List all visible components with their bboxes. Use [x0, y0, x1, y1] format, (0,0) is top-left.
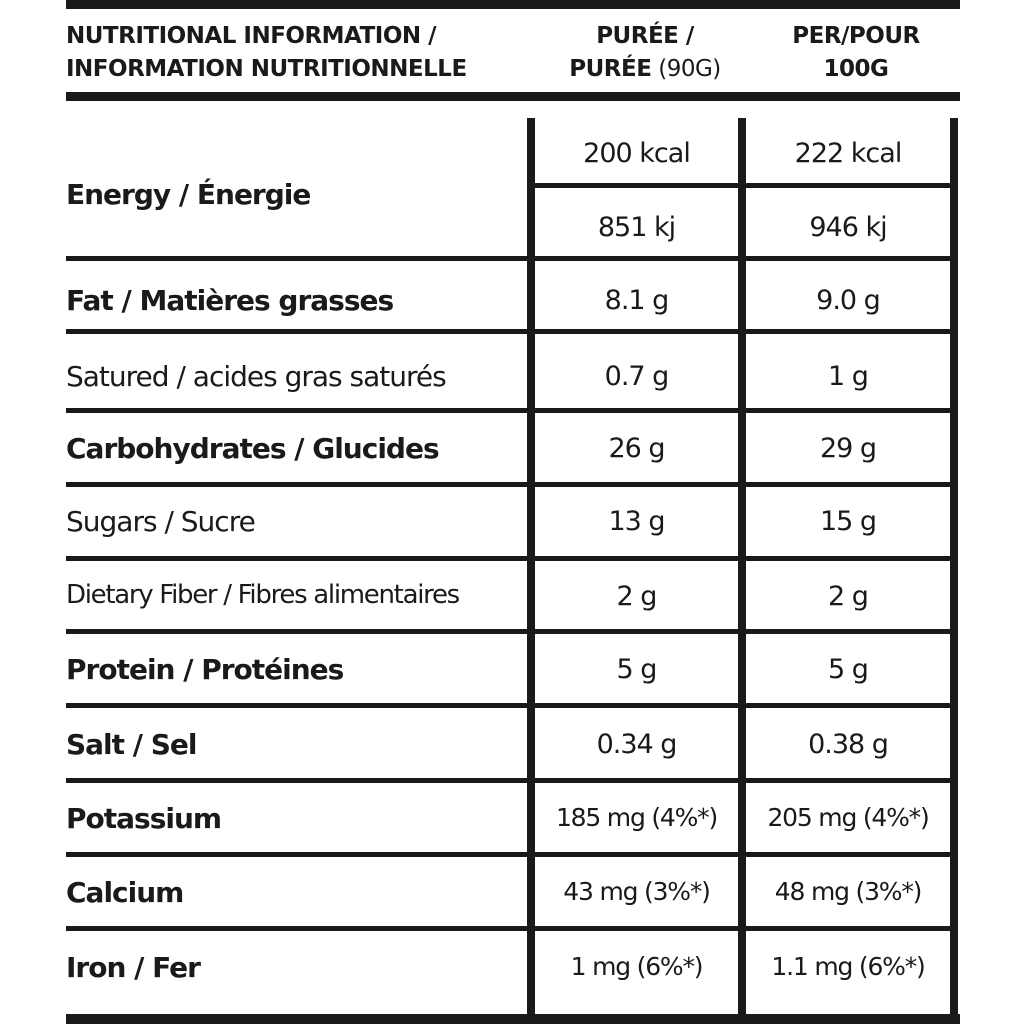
salt-puree: 0.34 g: [596, 729, 677, 760]
carbohydrates-puree: 26 g: [608, 433, 665, 464]
row-label-fiber: Dietary Fiber / Fibres alimentaires: [66, 580, 459, 610]
header-col2-line1: PER/POUR: [792, 23, 920, 49]
header-column-puree: [540, 20, 750, 86]
row-divider: [66, 556, 958, 561]
top-rule: [66, 0, 960, 9]
salt-100g: 0.38 g: [808, 729, 888, 760]
carbohydrates-100g: 29 g: [819, 433, 877, 464]
protein-100g: 5 g: [828, 654, 868, 685]
row-divider: [66, 256, 958, 261]
saturated-puree: 0.7 g: [604, 361, 669, 392]
energy-kj-puree: 851 kj: [597, 212, 676, 243]
row-label-saturated: Satured / acides gras saturés: [66, 360, 446, 393]
row-label-carbohydrates: Carbohydrates / Glucides: [66, 432, 439, 465]
header-column-per100g: [752, 20, 960, 86]
calcium-100g: 48 mg (3%*): [774, 877, 922, 906]
header-label: [66, 20, 467, 86]
row-label-sugars: Sugars / Sucre: [66, 505, 255, 538]
fiber-100g: 2 g: [828, 581, 868, 612]
row-label-salt: Salt / Sel: [66, 728, 197, 761]
header-col1-line2-light: (90G): [651, 56, 721, 82]
row-divider: [66, 629, 958, 634]
row-divider: [66, 852, 958, 857]
saturated-100g: 1 g: [828, 361, 868, 392]
potassium-puree: 185 mg (4%*): [555, 803, 718, 832]
row-label-calcium: Calcium: [66, 876, 184, 909]
row-label-protein: Protein / Protéines: [66, 653, 344, 686]
table-border-v3: [950, 118, 958, 1014]
protein-puree: 5 g: [616, 654, 657, 685]
header-col1-line2-bold: PURÉE: [569, 56, 652, 82]
row-divider: [66, 778, 958, 783]
row-divider: [66, 408, 958, 413]
header-label-line1: NUTRITIONAL INFORMATION /: [66, 23, 437, 49]
bottom-rule: [66, 1014, 960, 1024]
calcium-puree: 43 mg (3%*): [563, 877, 710, 906]
row-divider: [66, 926, 958, 931]
energy-kj-100g: 946 kj: [809, 212, 887, 243]
header-label-line2: INFORMATION NUTRITIONNELLE: [66, 56, 467, 82]
iron-puree: 1 mg (6%*): [570, 952, 703, 981]
fat-puree: 8.1 g: [604, 285, 669, 316]
table-border-v2: [738, 118, 746, 1014]
energy-kcal-100g: 222 kcal: [794, 138, 902, 169]
sugars-100g: 15 g: [819, 506, 877, 537]
row-divider: [66, 329, 958, 334]
row-label-energy: Energy / Énergie: [66, 178, 311, 211]
row-label-potassium: Potassium: [66, 802, 222, 835]
row-divider: [66, 703, 958, 708]
header-col2-line2: 100G: [823, 56, 889, 82]
energy-kcal-puree: 200 kcal: [583, 138, 690, 169]
row-label-iron: Iron / Fer: [66, 951, 200, 984]
fat-100g: 9.0 g: [816, 285, 880, 316]
iron-100g: 1.1 mg (6%*): [771, 952, 925, 981]
energy-split-line: [527, 183, 958, 188]
sugars-puree: 13 g: [608, 506, 665, 537]
fiber-puree: 2 g: [616, 581, 657, 612]
row-divider: [66, 482, 958, 487]
row-label-fat: Fat / Matières grasses: [66, 284, 394, 317]
potassium-100g: 205 mg (4%*): [767, 803, 929, 832]
header-rule: [66, 92, 960, 101]
header-col1-line2: [540, 53, 750, 86]
table-border-v1: [527, 118, 535, 1014]
header-col1-line1: PURÉE /: [596, 23, 694, 49]
